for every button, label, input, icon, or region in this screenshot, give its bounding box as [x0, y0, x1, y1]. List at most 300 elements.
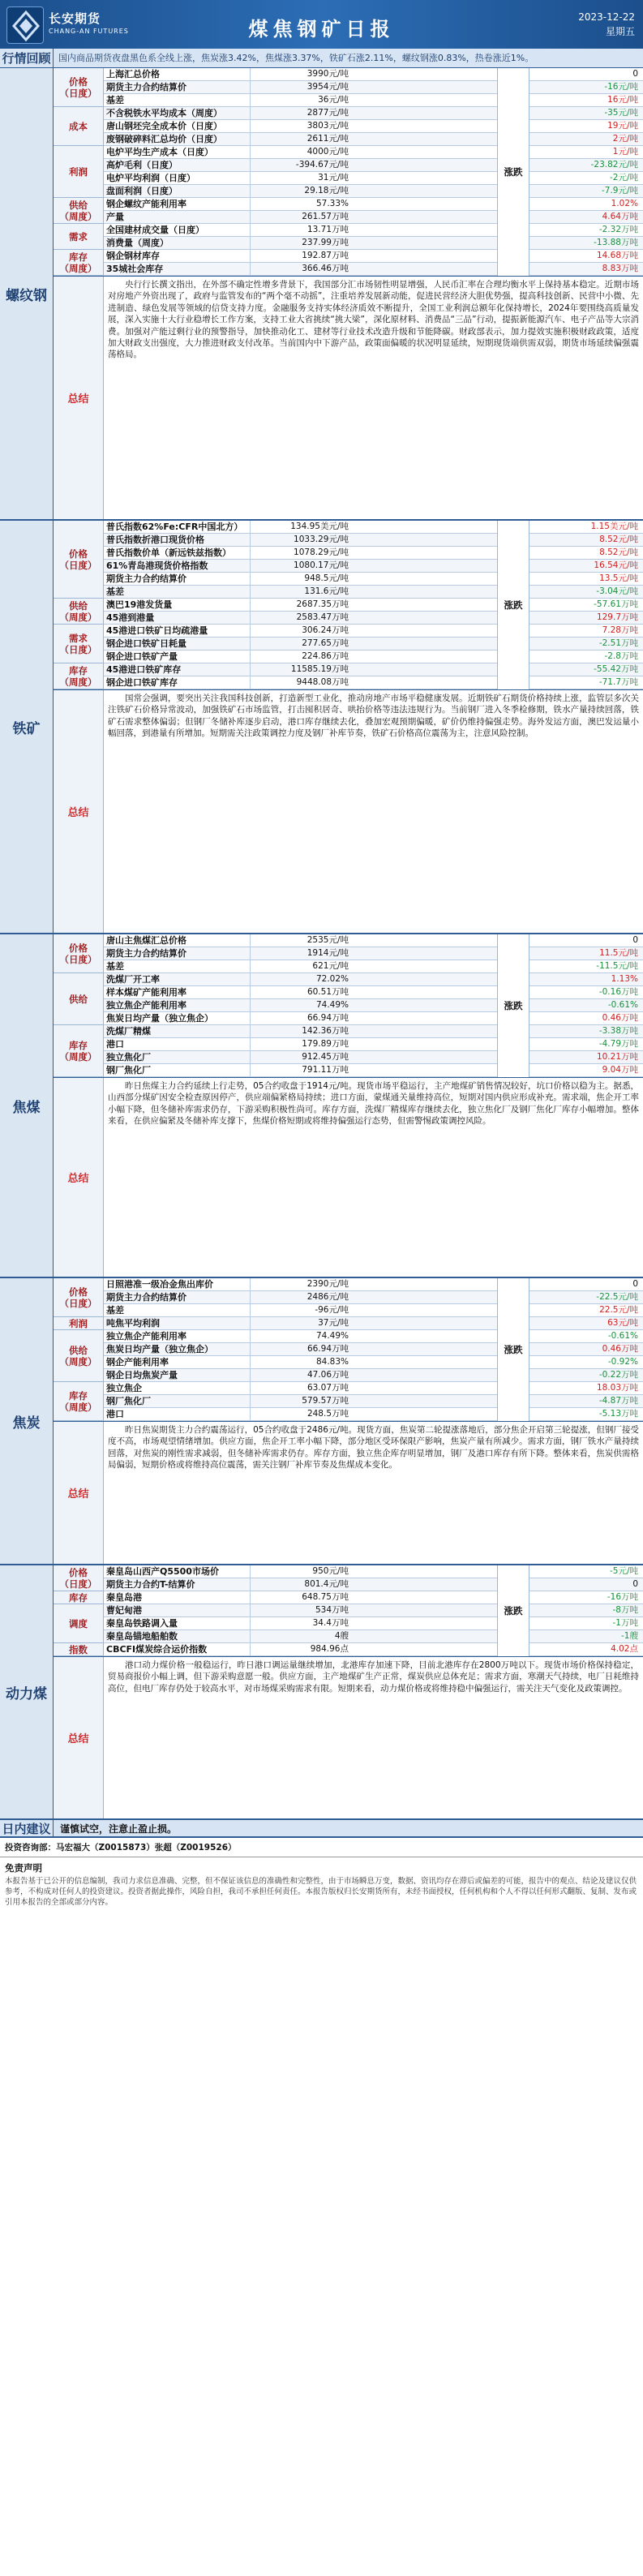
indicator-change: -0.22万吨: [598, 1370, 638, 1380]
indicator-change: 22.5元/吨: [599, 1305, 638, 1315]
indicator-name: 电炉平均利润（日度）: [106, 173, 195, 183]
change-row: [529, 146, 643, 159]
indicator-value: 192.87万吨: [250, 250, 352, 262]
market-review: [0, 49, 643, 68]
indicator-name: 曹妃甸港: [106, 1605, 142, 1616]
table-row: [104, 1565, 497, 1578]
indicator-name: 钢企螺纹产能利用率: [106, 199, 186, 209]
indicator-change: -0.61%: [607, 1000, 638, 1010]
indicator-value: 261.57万吨: [250, 211, 352, 223]
indicator-value: 131.6元/吨: [250, 586, 352, 598]
indicator-value: 57.33%: [250, 198, 352, 210]
indicator-change: 14.68万吨: [596, 251, 638, 260]
change-row: [529, 81, 643, 94]
indicator-change: 0.46万吨: [602, 1013, 638, 1023]
category-label: 调度: [54, 1604, 104, 1643]
indicator-name: 普氏指数价单（新远铁兹指数）: [106, 547, 231, 558]
indicator-change: -57.61万吨: [594, 599, 638, 609]
indicator-name: 钢企产能利用率: [106, 1357, 169, 1367]
indicator-name: 45港进口铁矿库存: [106, 664, 182, 675]
change-row: [529, 934, 643, 947]
indicator-name: 期货主力合约结算价: [106, 1292, 186, 1303]
indicator-value: 1078.29元/吨: [250, 547, 352, 559]
section-coal: [0, 1565, 643, 1820]
indicator-change: -2.51万吨: [598, 638, 638, 648]
indicator-change: -2元/吨: [609, 173, 638, 182]
indicator-value: 179.89万吨: [250, 1038, 352, 1050]
section-steel: [0, 68, 643, 521]
indicator-change: 1.13%: [611, 974, 638, 984]
table-row: [104, 1330, 497, 1343]
change-row: [529, 185, 643, 198]
indicator-name: 不含税铁水平均成本（周度）: [106, 108, 222, 118]
summary-text: 昨日焦煤主力合约延续上行走势，05合约收盘于1914元/吨。现货市场平稳运行，主产地煤矿销售情况较好，坑口价格以稳为主。据悉，山西部分煤矿因安全检查原因停产，供应端偏紧格局持续；进口方面，蒙煤通关量维持高位，短期对国内供应形成补充。需求端，焦企开工率小幅下降，但冬储补库需求仍存，下游采购积极性尚可。库存方面，洗煤厂精煤库存继续去化，独立焦化厂及钢厂焦化厂库存小幅增加。整体来看，在供应偏紧及冬储补库支撑下，焦煤价格短期或将维持偏强运行态势，但需警惕政策调控风险。: [108, 1081, 639, 1127]
indicator-name: 唐山钢坯完全成本价（日度）: [106, 121, 222, 131]
indicator-value: 47.06万吨: [250, 1369, 352, 1381]
table-row: [104, 224, 497, 237]
indicator-name: 独立焦企产能利用率: [106, 1331, 186, 1342]
indicator-value: 534万吨: [250, 1604, 352, 1616]
change-row: [529, 1356, 643, 1369]
summary-label: 总结: [54, 1657, 104, 1818]
change-row: [529, 250, 643, 263]
category-label: 价格 （日度）: [54, 1565, 104, 1591]
table-row: [104, 120, 497, 133]
table-row: [104, 1408, 497, 1421]
change-header: 涨跌: [497, 1565, 529, 1656]
table-row: [104, 999, 497, 1012]
indicator-value: 4000元/吨: [250, 146, 352, 158]
change-row: [529, 663, 643, 676]
indicator-change: -4.87万吨: [598, 1396, 638, 1406]
change-row: [529, 1278, 643, 1291]
change-header: 涨跌: [497, 521, 529, 689]
table-row: [104, 68, 497, 81]
summary-block: [54, 1656, 643, 1818]
change-row: [529, 120, 643, 133]
table-row: [104, 146, 497, 159]
table-row: [104, 1630, 497, 1643]
category-label: 库存 （周度）: [54, 250, 104, 276]
indicator-value: 984.96点: [250, 1643, 352, 1655]
category-label: 价格 （日度）: [54, 68, 104, 107]
indicator-value: 801.4元/吨: [250, 1578, 352, 1591]
change-row: [529, 107, 643, 120]
change-row: [529, 1051, 643, 1064]
change-row: [529, 560, 643, 573]
table-row: [104, 586, 497, 599]
table-row: [104, 211, 497, 224]
indicator-change: -3.04元/吨: [596, 586, 638, 596]
indicator-name: 61%青岛港现货价格指数: [106, 560, 208, 571]
category-label: 供给 （周度）: [54, 198, 104, 224]
category-label: 价格 （日度）: [54, 521, 104, 599]
indicator-value: 60.51万吨: [250, 986, 352, 998]
table-row: [104, 612, 497, 625]
summary-text: 国常会强调，要突出关注我国科技创新，打造新型工业化，推动房地产市场平稳健康发展。近期铁矿石期货价格持续上涨，监管层多次关注铁矿石价格异常波动，加强铁矿石市场监管，打击囤积居奇、哄抬价格等违法违规行为。当前钢厂进入冬季检修期，铁水产量持续回落，铁矿石需求整体偏弱；但钢厂冬储补库逐步启动，港口库存继续去化，叠加宏观预期偏暖，矿价仍维持偏强走势。海外发运方面，澳巴发运量小幅回落，到港量有所增加。短期需关注政策调控力度及钢厂补库节奏，铁矿石价格高位震荡为主，注意风险控制。: [108, 693, 639, 739]
indicator-change: 9.04万吨: [602, 1065, 638, 1075]
indicator-name: 基差: [106, 1305, 124, 1316]
summary-block: [54, 1421, 643, 1564]
indicator-name: 独立焦化厂: [106, 1052, 151, 1063]
indicator-name: 港口: [106, 1039, 124, 1050]
indicator-name: 秦皇岛港: [106, 1592, 142, 1603]
indicator-name: 35城社会库存: [106, 264, 164, 274]
indicator-name: 盘面利润（日度）: [106, 186, 178, 196]
indicator-value: 9448.08万吨: [250, 676, 352, 689]
indicator-value: 950元/吨: [250, 1565, 352, 1578]
indicator-value: 11585.19万吨: [250, 663, 352, 676]
change-row: [529, 586, 643, 599]
indicator-name: 钢企日均焦炭产量: [106, 1370, 178, 1380]
indicator-change: -1艘: [621, 1631, 638, 1641]
change-row: [529, 94, 643, 107]
change-header: 涨跌: [497, 934, 529, 1077]
table-row: [104, 198, 497, 211]
indicator-change: 18.03万吨: [596, 1383, 638, 1393]
indicator-name: 45港进口铁矿日均疏港量: [106, 625, 208, 636]
table-row: [104, 1643, 497, 1656]
summary-label: 总结: [54, 690, 104, 933]
table-row: [104, 663, 497, 676]
section-cokeoven: [0, 1278, 643, 1565]
indicator-value: 74.49%: [250, 1330, 352, 1342]
category-label: 价格 （日度）: [54, 1278, 104, 1317]
table-row: [104, 133, 497, 146]
indicator-value: 306.24万吨: [250, 625, 352, 637]
table-row: [104, 1012, 497, 1025]
table-row: [104, 1343, 497, 1356]
change-row: [529, 1317, 643, 1330]
section-label: 焦煤: [0, 934, 54, 1277]
indicator-change: -23.82元/吨: [590, 160, 638, 170]
indicator-change: 13.5元/吨: [599, 573, 638, 583]
indicator-name: 洗煤厂精煤: [106, 1026, 151, 1037]
indicator-change: -22.5元/吨: [596, 1292, 638, 1302]
change-row: [529, 521, 643, 534]
indicator-change: 8.83万吨: [602, 264, 638, 273]
indicator-name: 消费量（周度）: [106, 238, 169, 248]
change-row: [529, 1578, 643, 1591]
indicator-change: 0: [632, 935, 638, 945]
indicator-change: -55.42万吨: [594, 664, 638, 674]
category-label: 利润: [54, 146, 104, 198]
indicator-change: -5.13万吨: [598, 1409, 638, 1419]
indicator-value: 948.5元/吨: [250, 573, 352, 585]
indicator-change: -71.7万吨: [598, 677, 638, 687]
change-row: [529, 986, 643, 999]
category-label: 库存 （周度）: [54, 1382, 104, 1421]
change-row: [529, 1369, 643, 1382]
indicator-value: 29.18元/吨: [250, 185, 352, 197]
table-row: [104, 1369, 497, 1382]
category-label: 成本: [54, 107, 104, 146]
disclaimer-title: 免责声明: [5, 1862, 42, 1874]
indicator-name: 澳巴19港发货量: [106, 599, 173, 610]
table-row: [104, 1051, 497, 1064]
indicator-value: 36元/吨: [250, 94, 352, 106]
table-row: [104, 1291, 497, 1304]
indicator-change: -7.9元/吨: [601, 186, 638, 195]
table-row: [104, 1617, 497, 1630]
indicator-value: 4艘: [250, 1630, 352, 1642]
indicator-value: 3990元/吨: [250, 68, 352, 80]
indicator-value: -394.67元/吨: [250, 159, 352, 171]
indicator-name: 钢厂焦化厂: [106, 1065, 151, 1075]
indicator-change: 1元/吨: [612, 147, 638, 157]
change-row: [529, 534, 643, 547]
indicator-name: 钢企进口铁矿日耗量: [106, 638, 186, 649]
indicator-change: -35元/吨: [604, 108, 638, 118]
summary-block: [54, 276, 643, 519]
indicator-name: 秦皇岛山西产Q5500市场价: [106, 1566, 219, 1577]
change-row: [529, 133, 643, 146]
indicator-value: 2390元/吨: [250, 1278, 352, 1290]
indicator-value: 2535元/吨: [250, 934, 352, 947]
indicator-change: -0.92%: [607, 1357, 638, 1367]
indicator-value: 277.65万吨: [250, 638, 352, 650]
indicator-change: 10.21万吨: [596, 1052, 638, 1062]
change-row: [529, 263, 643, 276]
table-row: [104, 185, 497, 198]
category-label: 库存 （周度）: [54, 663, 104, 689]
indicator-change: -3.38万吨: [598, 1026, 638, 1036]
change-row: [529, 1382, 643, 1395]
change-row: [529, 1630, 643, 1643]
indicator-value: 3954元/吨: [250, 81, 352, 93]
indicator-value: 648.75万吨: [250, 1591, 352, 1604]
table-row: [104, 573, 497, 586]
table-row: [104, 237, 497, 250]
table-row: [104, 263, 497, 276]
category-label: 库存: [54, 1591, 104, 1604]
summary-text: 昨日焦炭期货主力合约震荡运行，05合约收盘于2486元/吨。现货方面，焦炭第二轮提涨落地后，部分焦企开启第三轮提涨，但钢厂接受度不高，市场观望情绪增加。供应方面，焦企开工率小幅下降，部分地区受环保限产影响，焦炭产量有所减少。需求方面，钢厂铁水产量持续回落，对焦炭的刚性需求减弱，但冬储补库需求仍存。库存方面，独立焦企库存明显增加，钢厂及港口库存有所下降。整体来看，焦炭供需格局偏弱，短期价格或将维持高位震荡，需关注钢厂补库节奏及焦煤成本变化。: [108, 1425, 639, 1470]
table-row: [104, 638, 497, 650]
change-row: [529, 612, 643, 625]
indicator-change: 7.28万吨: [602, 625, 638, 635]
change-row: [529, 1604, 643, 1617]
indicator-value: 791.11万吨: [250, 1064, 352, 1076]
report-title: 煤焦钢矿日报: [248, 18, 395, 41]
indicator-change: 63元/吨: [607, 1318, 638, 1328]
indicator-change: -16万吨: [607, 1592, 638, 1602]
table-row: [104, 521, 497, 534]
change-row: [529, 638, 643, 650]
section-label: 螺纹钢: [0, 68, 54, 519]
indicator-name: 洗煤厂开工率: [106, 974, 160, 985]
change-row: [529, 1643, 643, 1656]
indicator-name: 普氏指数62%Fe:CFR中国北方）: [106, 522, 243, 532]
change-row: [529, 676, 643, 689]
table-row: [104, 1317, 497, 1330]
table-row: [104, 107, 497, 120]
indicator-change: 0: [632, 1579, 638, 1589]
indicator-value: 1914元/吨: [250, 947, 352, 960]
table-row: [104, 560, 497, 573]
table-row: [104, 547, 497, 560]
change-row: [529, 237, 643, 250]
indicator-name: 基差: [106, 95, 124, 105]
indicator-change: 11.5元/吨: [599, 948, 638, 958]
indicator-value: 2486元/吨: [250, 1291, 352, 1303]
table-row: [104, 1278, 497, 1291]
indicator-change: 129.7万吨: [596, 612, 638, 622]
category-label: 供给: [54, 973, 104, 1025]
indicator-change: -11.5元/吨: [596, 961, 638, 971]
indicator-value: 72.02%: [250, 973, 352, 985]
report-header: [0, 0, 643, 49]
intraday-advice-text: 谨慎试空，注意止盈止损。: [60, 1823, 178, 1835]
indicator-name: 期货主力合约结算价: [106, 573, 186, 584]
indicator-value: 3803元/吨: [250, 120, 352, 132]
indicator-name: 电炉平均生产成本（日度）: [106, 147, 213, 157]
indicator-name: 唐山主焦煤汇总价格: [106, 935, 186, 946]
indicator-name: 独立焦企产能利用率: [106, 1000, 186, 1011]
indicator-value: -96元/吨: [250, 1304, 352, 1316]
change-row: [529, 573, 643, 586]
change-row: [529, 224, 643, 237]
indicator-change: -2.8万吨: [604, 651, 638, 661]
category-label: 利润: [54, 1317, 104, 1330]
indicator-value: 1033.29元/吨: [250, 534, 352, 546]
table-row: [104, 1578, 497, 1591]
change-row: [529, 198, 643, 211]
table-row: [104, 172, 497, 185]
change-row: [529, 650, 643, 663]
indicator-name: 基差: [106, 586, 124, 597]
summary-label: 总结: [54, 1078, 104, 1277]
change-row: [529, 1025, 643, 1038]
table-row: [104, 1025, 497, 1038]
category-label: 库存 （周度）: [54, 1025, 104, 1077]
indicator-name: 独立焦企: [106, 1383, 142, 1393]
change-row: [529, 1330, 643, 1343]
indicator-name: 日照港准一级冶金焦出库价: [106, 1279, 213, 1290]
indicator-change: 1.02%: [611, 199, 638, 208]
table-row: [104, 250, 497, 263]
table-row: [104, 159, 497, 172]
indicator-value: 34.4万吨: [250, 1617, 352, 1629]
indicator-name: 期货主力合约结算价: [106, 82, 186, 92]
table-row: [104, 1038, 497, 1051]
indicator-value: 237.99万吨: [250, 237, 352, 249]
indicator-change: -2.32万吨: [598, 225, 638, 234]
indicator-value: 66.94万吨: [250, 1343, 352, 1355]
indicator-value: 31元/吨: [250, 172, 352, 184]
brand-name: 长安期货: [49, 11, 101, 26]
indicator-name: 钢企进口铁矿产量: [106, 651, 178, 662]
change-row: [529, 1408, 643, 1421]
indicator-value: 912.45万吨: [250, 1051, 352, 1063]
category-label: 价格 （日度）: [54, 934, 104, 973]
indicator-change: -4.79万吨: [598, 1039, 638, 1049]
table-row: [104, 973, 497, 986]
indicator-name: 高炉毛利（日度）: [106, 160, 178, 170]
indicator-name: CBCFI煤炭综合运价指数: [106, 1644, 208, 1655]
indicator-change: 16元/吨: [607, 95, 638, 105]
summary-block: [54, 1077, 643, 1277]
indicator-value: 2687.35万吨: [250, 599, 352, 611]
indicator-name: 焦炭日均产量（独立焦企）: [106, 1013, 213, 1024]
table-row: [104, 94, 497, 107]
indicator-name: 钢厂焦化厂: [106, 1396, 151, 1406]
table-row: [104, 960, 497, 973]
disclaimer-text: 本报告基于已公开的信息编制，我司力求信息准确、完整，但不保证该信息的准确性和完整性，由于市场瞬息万变，数据、资讯均存在滞后或偏差的可能，报告中的观点、结论及建议仅供参考，不构成对任何人的投资建议。投资者据此操作，风险自担，我司不承担任何责任。本报告版权归长安期货所有，未经书面授权，任何机构和个人不得以任何形式翻版、复制、发布或引用本报告的全部或部分内容。: [5, 1877, 637, 1907]
indicator-change: -1万吨: [612, 1618, 638, 1628]
indicator-value: 248.5万吨: [250, 1408, 352, 1420]
change-row: [529, 960, 643, 973]
indicator-change: 0: [632, 69, 638, 79]
table-row: [104, 81, 497, 94]
section-label: 动力煤: [0, 1565, 54, 1818]
table-row: [104, 1382, 497, 1395]
author-line: 投资咨询部：马宏福大（Z0015873）张超（Z0019526）: [0, 1838, 643, 1857]
change-row: [529, 947, 643, 960]
summary-text: 央行行长撰文指出，在外部不确定性增多背景下，我国部分汇市场韧性明显增强，人民币汇率在合理均衡水平上保持基本稳定。近期市场对房地产外资出现了，政府与监管发布的“两个毫不动摇”，注重培养发展新动能，促进民营经济大胆优势强，提高科技创新、民营中小微、先进制造、绿色发展等领域的信贷支持力度。金融服务支持实体经济质效不断提升，全国工业利润总额年化保持增长，2024年要围绕高质量发展，深入实施十大行业稳增长工作方案，支持工业大省挑续“挑大梁”，深化原材料、消费品“三品”行动，提振新能源汽车、电子产品等大宗消费。加强对产能过剩行业的预警指导，加快推动化工、建材等行业技术改造升级和节能降碳。财政部表示，加力提效实施积极财政政策，适度加大财政支出强度，大力推进财政支付改革。当前国内中下游产品，政策面偏暖的状况明显延续，短期现货端供需双弱，期货市场延续偏强震荡格局。: [108, 280, 639, 360]
change-row: [529, 1395, 643, 1408]
indicator-value: 224.86万吨: [250, 650, 352, 663]
category-label: 需求 （日度）: [54, 625, 104, 663]
report-date-block: [578, 10, 635, 39]
change-row: [529, 547, 643, 560]
indicator-name: 基差: [106, 961, 124, 972]
indicator-value: 366.46万吨: [250, 263, 352, 275]
indicator-name: 钢企进口铁矿库存: [106, 677, 178, 688]
table-row: [104, 534, 497, 547]
change-row: [529, 999, 643, 1012]
summary-block: [54, 689, 643, 933]
indicator-change: 8.52元/吨: [599, 547, 638, 557]
table-row: [104, 1604, 497, 1617]
indicator-change: 8.52元/吨: [599, 535, 638, 544]
change-row: [529, 1304, 643, 1317]
section-label: 铁矿: [0, 521, 54, 933]
change-row: [529, 625, 643, 638]
indicator-value: 2583.47万吨: [250, 612, 352, 624]
table-row: [104, 650, 497, 663]
table-row: [104, 986, 497, 999]
indicator-value: 2611元/吨: [250, 133, 352, 145]
indicator-name: 期货主力合约结算价: [106, 948, 186, 959]
indicator-change: -13.88万吨: [594, 238, 638, 247]
indicator-name: 废钢破碎料汇总均价（日度）: [106, 134, 222, 144]
change-row: [529, 1591, 643, 1604]
change-row: [529, 1617, 643, 1630]
indicator-change: -0.16万吨: [598, 987, 638, 997]
indicator-value: 84.83%: [250, 1356, 352, 1368]
indicator-value: 621元/吨: [250, 960, 352, 972]
indicator-value: 142.36万吨: [250, 1025, 352, 1037]
change-row: [529, 1012, 643, 1025]
category-label: 需求: [54, 224, 104, 250]
indicator-change: -5元/吨: [609, 1566, 638, 1576]
indicator-value: 63.07万吨: [250, 1382, 352, 1394]
indicator-change: 0: [632, 1279, 638, 1289]
intraday-advice: [0, 1820, 643, 1838]
change-row: [529, 973, 643, 986]
change-row: [529, 1064, 643, 1077]
table-row: [104, 625, 497, 638]
summary-text: 港口动力煤价格一般稳运行，昨日港口调运量继续增加，北港库存加速下降，目前北港库存在2800万吨以下。现货市场价格保持稳定，贸易商报价小幅上调，但下游采购意愿一般。供应方面，主产地煤矿生产正常，煤炭供应总体充足；需求方面，寒潮天气持续，电厂日耗维持高位，但电厂库存仍处于较高水平，对市场煤采购需求有限。短期来看，动力煤价格或将维持稳中偏强运行，需关注天气变化及政策调控。: [108, 1660, 639, 1694]
indicator-value: 1080.17元/吨: [250, 560, 352, 572]
change-row: [529, 172, 643, 185]
change-header: 涨跌: [497, 1278, 529, 1421]
indicator-value: 134.95美元/吨: [250, 521, 352, 533]
indicator-name: 产量: [106, 212, 124, 222]
table-row: [104, 947, 497, 960]
intraday-advice-label: 日内建议: [0, 1820, 54, 1836]
change-row: [529, 1038, 643, 1051]
